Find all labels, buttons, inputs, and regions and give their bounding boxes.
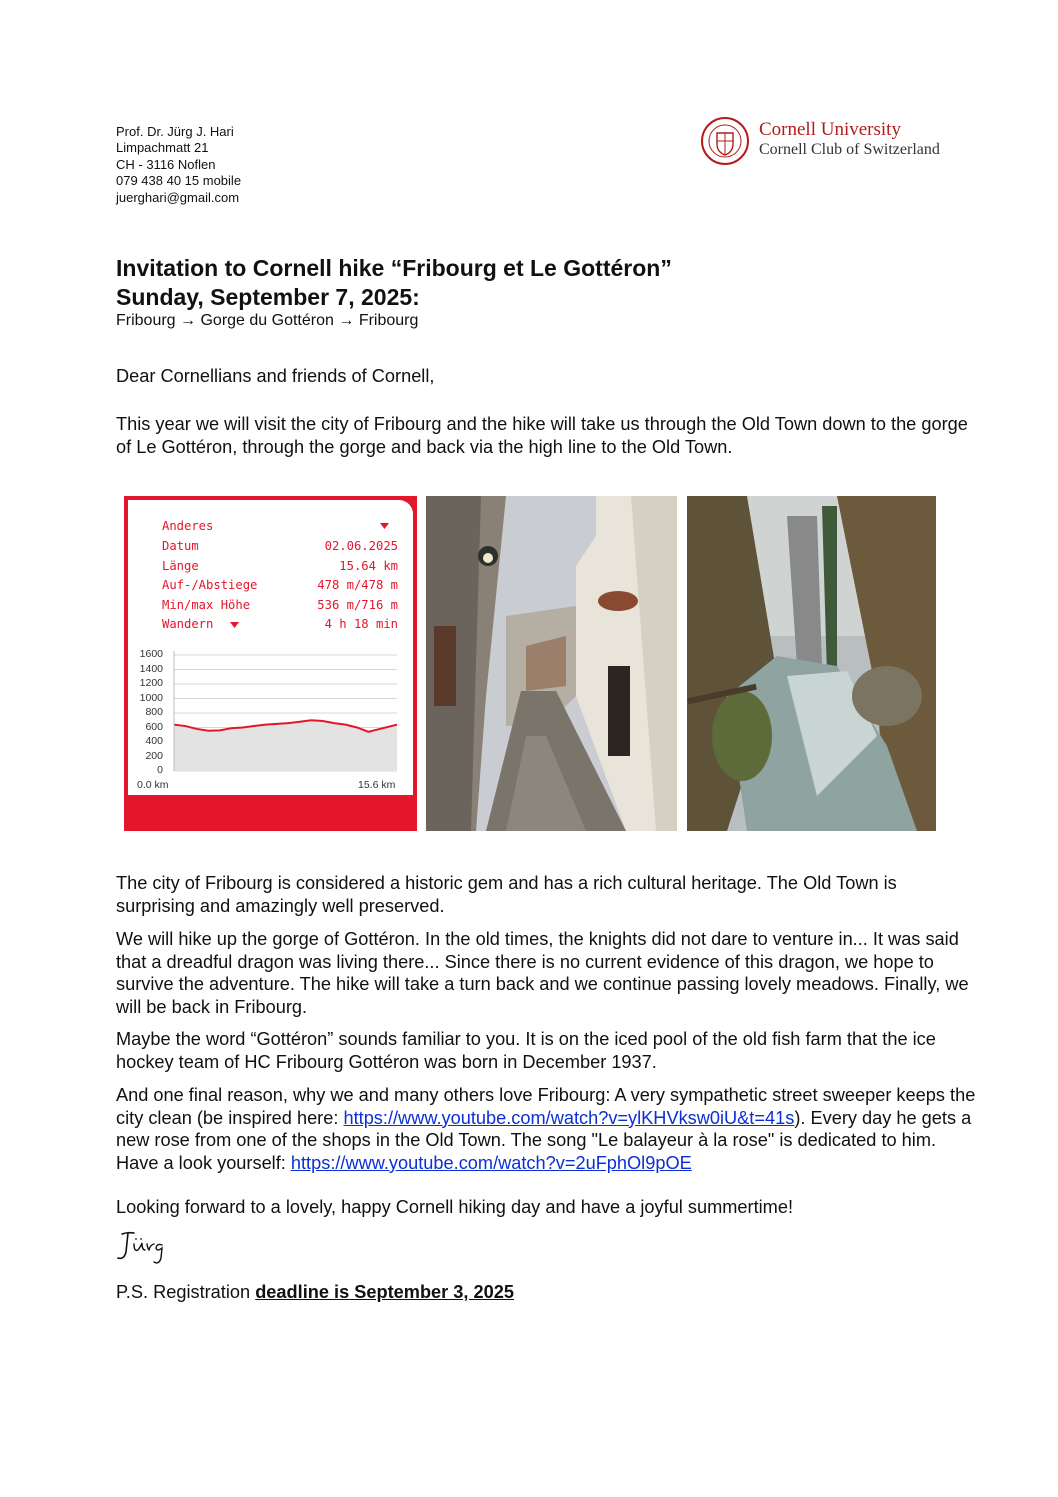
stat-label: Wandern — [162, 617, 214, 631]
route-stop-3: Fribourg — [358, 312, 419, 329]
intro-paragraph: This year we will visit the city of Fribourg and the hike will take us through the Old Town down to the gorge of Le Gottéron, through the gorge and back via the high line to the Old Town. — [116, 414, 968, 457]
stat-label: Länge — [162, 558, 199, 573]
sender-city: CH - 3116 Noflen — [116, 156, 216, 172]
route-line — [116, 312, 418, 330]
stat-value: 02.06.2025 — [324, 539, 398, 553]
route-stop-2: Gorge du Gottéron — [200, 312, 334, 329]
cornell-logo — [700, 116, 970, 168]
chart-y-tick-label: 1000 — [139, 691, 163, 704]
paragraph-fribourg: The city of Fribourg is considered a historic gem and has a rich cultural heritage. The Old Town is surprising and amazingly well preserved. — [116, 873, 897, 916]
stat-label: Auf-/Abstiege — [162, 578, 258, 592]
stat-value: 15.64 km — [339, 558, 398, 573]
paragraph-street-sweeper — [116, 1084, 976, 1174]
chart-x-end-label: 15.6 km — [358, 779, 396, 791]
stat-value: 4 h 18 min — [324, 617, 398, 631]
stat-label: Min/max Höhe — [162, 597, 251, 612]
ps-prefix: P.S. Registration — [116, 1282, 256, 1302]
sender-name: Prof. Dr. Jürg J. Hari — [116, 124, 234, 139]
arrow-right-icon: → — [180, 312, 197, 329]
paragraph-gorge: We will hike up the gorge of Gottéron. In the old times, the knights did not dare to venture in... It was said that a dreadful dragon was living there... Since there is no current evidence of this dragon, we hope to survive the adventure. The hike will take a turn back and we continue passing lovely meadows. Finally, we will be back in Fribourg. — [116, 929, 969, 1017]
chart-y-tick-label: 400 — [145, 735, 163, 747]
arrow-right-icon: → — [338, 312, 355, 329]
chart-y-tick-label: 1600 — [139, 648, 163, 660]
activity-label: Anderes — [162, 519, 214, 533]
logo-university-name: Cornell University — [759, 119, 901, 140]
chart-y-tick-label: 200 — [145, 749, 163, 762]
sender-phone: 079 438 40 15 mobile — [116, 173, 242, 189]
chart-y-tick-label: 1200 — [139, 677, 163, 689]
logo-club-name: Cornell Club of Switzerland — [759, 141, 940, 158]
chart-y-tick-label: 800 — [145, 706, 163, 718]
hike-stats-panel — [124, 496, 417, 831]
invitation-title — [116, 254, 672, 312]
youtube-link-1[interactable]: https://www.youtube.com/watch?v=ylKHVksw0iU&t=41s — [343, 1107, 795, 1128]
sender-email: juerghari@gmail.com — [116, 189, 240, 205]
closing-line: Looking forward to a lovely, happy Cornell hiking day and have a joyful summertime! — [116, 1197, 793, 1217]
stat-value: 536 m/716 m — [317, 597, 398, 612]
signature-juerg — [114, 1228, 184, 1268]
sender-address — [116, 124, 241, 206]
title-line-1: Invitation to Cornell hike “Fribourg et Le Gottéron” — [116, 255, 672, 281]
cornell-seal-icon — [700, 116, 750, 166]
ps-registration — [116, 1281, 976, 1304]
p4-text-b: ). Every day he gets a new rose from one of the shops in the Old Town. The song "Le balayeur à la rose" is dedicated to him. Have a look yourself: — [116, 1107, 972, 1173]
stat-label: Datum — [162, 539, 199, 553]
stat-value: 478 m/478 m — [317, 578, 398, 592]
greeting: Dear Cornellians and friends of Cornell, — [116, 366, 435, 386]
chart-y-tick-label: 600 — [145, 720, 163, 733]
sender-street: Limpachmatt 21 — [116, 140, 209, 156]
p4-text-a: And one final reason, why we and many others love Fribourg: A very sympathetic street sweeper keeps the city clean (be inspired here: — [116, 1085, 976, 1128]
old-town-alley-photo — [426, 496, 677, 831]
paragraph-hockey: Maybe the word “Gottéron” sounds familiar to you. It is on the iced pool of the old fish farm that the ice hockey team of HC Fribourg Gottéron was born in December 1937. — [116, 1029, 936, 1072]
chart-x-start-label: 0.0 km — [137, 779, 169, 791]
youtube-link-2[interactable]: https://www.youtube.com/watch?v=2uFphOl9pOE — [290, 1152, 692, 1173]
title-line-2: Sunday, September 7, 2025: — [116, 284, 420, 310]
chart-y-tick-label: 1400 — [139, 662, 163, 675]
route-stop-1: Fribourg — [116, 312, 176, 329]
chart-y-tick-label: 0 — [157, 764, 163, 776]
gorge-stream-photo — [687, 496, 936, 831]
registration-deadline: deadline is September 3, 2025 — [255, 1282, 514, 1302]
